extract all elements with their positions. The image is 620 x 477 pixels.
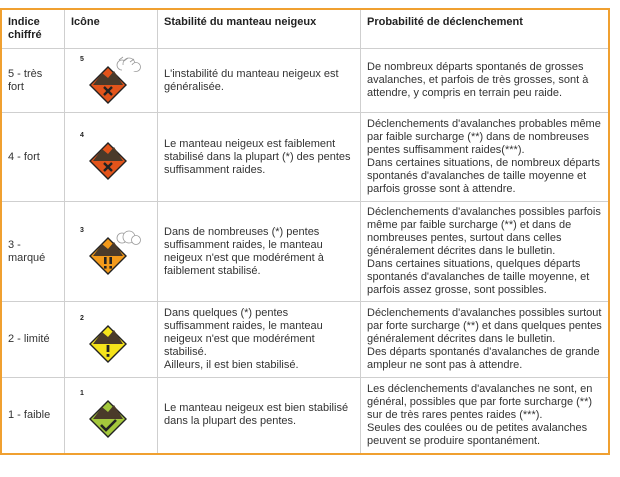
probability-cell: Déclenchements d'avalanches probables même par faible surcharge (**) dans de nombreuses pentes suffisamment raides(***). Dans certaines situations, de nombreux départs spontanés d'avalanches de taille moyenne et parfois grosse sont à attendre. (361, 113, 610, 202)
index-label: 2 - limité (1, 302, 65, 378)
svg-text:4: 4 (80, 132, 84, 139)
danger-level-3-icon (78, 224, 144, 280)
probability-cell: De nombreux départs spontanés de grosses avalanches, et parfois de très grosses, sont à attendre, y compris en terrain peu raide. (361, 49, 610, 113)
svg-text:1: 1 (80, 390, 84, 398)
table-row (1, 378, 609, 454)
stability-cell: Le manteau neigeux est faiblement stabilisé dans la plupart (*) des pentes suffisamment raides. (158, 113, 361, 202)
index-label: 3 - marqué (1, 202, 65, 302)
index-label: 1 - faible (1, 378, 65, 454)
icon-cell (65, 202, 158, 302)
table-row (1, 113, 609, 202)
header-stability: Stabilité du manteau neigeux (158, 9, 361, 49)
header-probability: Probabilité de déclenchement (361, 9, 610, 49)
svg-text:2: 2 (80, 314, 84, 322)
table-row (1, 202, 609, 302)
probability-cell: Les déclenchements d'avalanches ne sont, en général, possibles que par forte surcharge (**) sur de très rares pentes raides (***). Seules des coulées ou de petites avalanches peuvent se produire spontanément. (361, 378, 610, 454)
index-label: 5 - très fort (1, 49, 65, 113)
avalanche-danger-table (0, 8, 610, 455)
table-row (1, 49, 609, 113)
icon-cell (65, 49, 158, 113)
svg-text:5: 5 (80, 55, 84, 63)
danger-level-5-icon (78, 53, 144, 109)
icon-cell (65, 302, 158, 378)
stability-cell: L'instabilité du manteau neigeux est généralisée. (158, 49, 361, 113)
svg-text:3: 3 (80, 226, 84, 234)
table-row (1, 302, 609, 378)
probability-cell: Déclenchements d'avalanches possibles surtout par forte surcharge (**) et dans quelques pentes généralement décrites dans le bulletin. Des départs spontanés d'avalanches de grande ampleur ne sont pas à attendre. (361, 302, 610, 378)
icon-cell (65, 113, 158, 202)
stability-cell: Dans quelques (*) pentes suffisamment raides, le manteau neigeux n'est que modérément stabilisé. Ailleurs, il est bien stabilisé. (158, 302, 361, 378)
danger-level-4-icon (78, 129, 144, 185)
stability-cell: Le manteau neigeux est bien stabilisé dans la plupart des pentes. (158, 378, 361, 454)
probability-cell: Déclenchements d'avalanches possibles parfois même par faible surcharge (**) et dans de nombreuses pentes, surtout dans celles généralement décrites dans le bulletin. Dans certaines situations, quelques départs spontanés d'avalanches de taille moyenne, et parfois assez grosse, sont possibles. (361, 202, 610, 302)
index-label: 4 - fort (1, 113, 65, 202)
icon-cell (65, 378, 158, 454)
danger-level-1-icon (78, 387, 144, 443)
header-icon: Icône (65, 9, 158, 49)
danger-level-2-icon (78, 312, 144, 368)
header-index: Indice chiffré (1, 9, 65, 49)
table-header-row (1, 9, 609, 49)
stability-cell: Dans de nombreuses (*) pentes suffisamment raides, le manteau neigeux n'est que modérément à faiblement stabilisé. (158, 202, 361, 302)
